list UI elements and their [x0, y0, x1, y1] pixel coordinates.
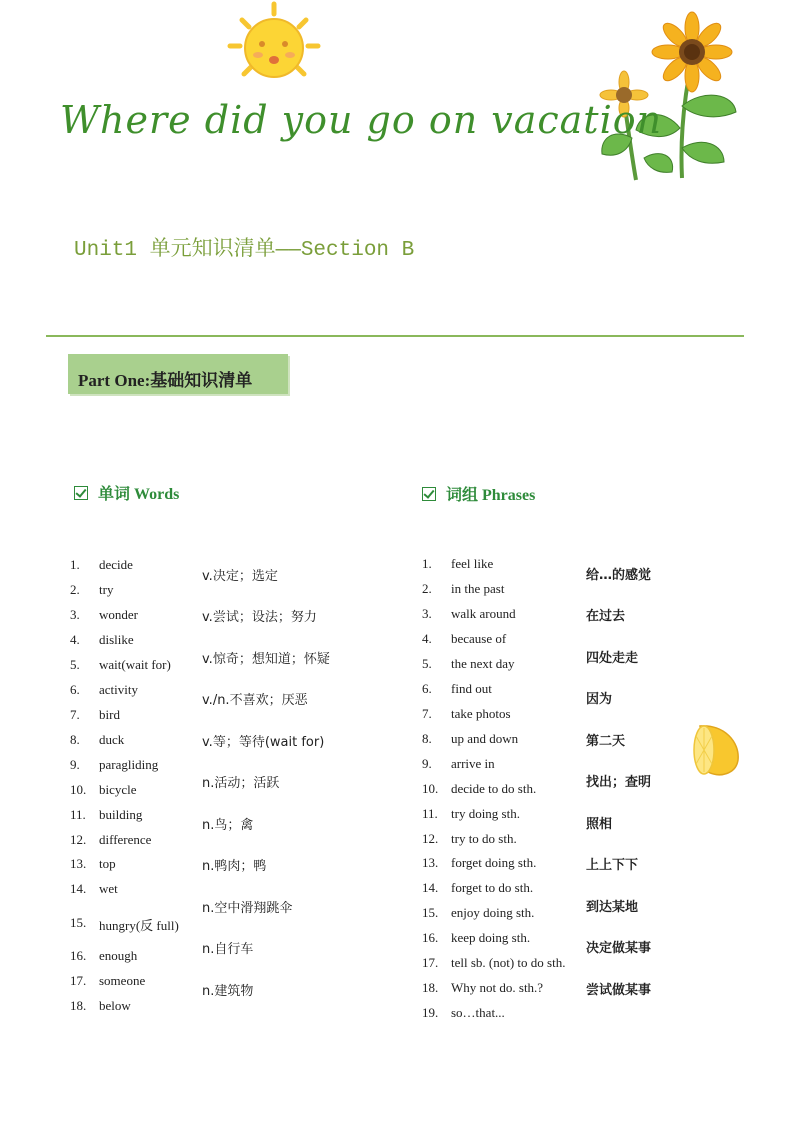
phrase-meaning: 四处走走 — [586, 651, 639, 666]
word-number: 1. — [70, 557, 80, 572]
phrase-term: forget to do sth. — [451, 880, 534, 895]
word-term: someone — [99, 973, 146, 988]
phrase-term: Why not do. sth.? — [451, 980, 544, 995]
word-meaning: v.尝试；设法；努力 — [202, 610, 317, 625]
phrase-meaning: 上上下下 — [586, 858, 639, 873]
part-one-label: Part One:基础知识清单 — [78, 371, 253, 390]
word-term: decide — [99, 557, 133, 572]
phrase-term: because of — [451, 631, 507, 646]
phrase-number: 6. — [422, 681, 432, 696]
word-term: activity — [99, 682, 138, 697]
word-number: 16. — [70, 948, 87, 963]
word-number: 15. — [70, 915, 87, 930]
word-number: 17. — [70, 973, 87, 988]
sun-icon — [222, 0, 326, 92]
page-title: Where did you go on vacation — [60, 98, 663, 142]
phrase-term: decide to do sth. — [451, 781, 537, 796]
word-number: 14. — [70, 881, 87, 896]
word-term: wonder — [99, 607, 138, 622]
word-meaning: v.惊奇；想知道；怀疑 — [202, 652, 330, 667]
word-meaning: n.自行车 — [202, 942, 254, 957]
word-term: top — [99, 856, 116, 871]
word-term: try — [99, 582, 114, 597]
phrase-term: feel like — [451, 556, 494, 571]
word-number: 10. — [70, 782, 87, 797]
phrase-term: the next day — [451, 656, 515, 671]
word-number: 6. — [70, 682, 80, 697]
phrase-term: take photos — [451, 706, 511, 721]
sunflower-illustration — [584, 8, 744, 184]
phrase-number: 18. — [422, 980, 439, 995]
phrase-meaning: 决定做某事 — [586, 941, 652, 956]
word-term: bird — [99, 707, 120, 722]
word-meaning: v.等；等待(wait for) — [202, 735, 325, 750]
phrase-meaning: 给…的感觉 — [586, 568, 652, 583]
word-meaning: n.鸭肉；鸭 — [202, 859, 267, 874]
phrase-term: find out — [451, 681, 492, 696]
word-term: below — [99, 998, 131, 1013]
word-number: 7. — [70, 707, 80, 722]
phrase-term: tell sb. (not) to do sth. — [451, 955, 566, 970]
phrase-number: 12. — [422, 831, 439, 846]
phrase-meaning: 因为 — [586, 692, 613, 707]
word-term: difference — [99, 832, 152, 847]
phrase-number: 17. — [422, 955, 439, 970]
word-term: duck — [99, 732, 125, 747]
phrase-term: keep doing sth. — [451, 930, 531, 945]
word-term: bicycle — [99, 782, 137, 797]
phrase-number: 9. — [422, 756, 432, 771]
phrase-term: arrive in — [451, 756, 495, 771]
word-number: 4. — [70, 632, 80, 647]
phrase-number: 10. — [422, 781, 439, 796]
phrases-heading — [422, 482, 535, 505]
word-term: hungry(反 full) — [99, 918, 179, 933]
lemon-slice-icon — [690, 720, 742, 780]
checkbox-icon — [74, 486, 88, 500]
phrase-term: try doing sth. — [451, 806, 520, 821]
phrase-number: 2. — [422, 581, 432, 596]
word-number: 13. — [70, 856, 87, 871]
phrase-number: 19. — [422, 1005, 439, 1020]
phrase-term: up and down — [451, 731, 519, 746]
phrase-term: walk around — [451, 606, 516, 621]
word-number: 2. — [70, 582, 80, 597]
word-number: 18. — [70, 998, 87, 1013]
word-number: 12. — [70, 832, 87, 847]
word-meaning: v.决定；选定 — [202, 569, 278, 584]
phrase-number: 11. — [422, 806, 438, 821]
phrase-term: in the past — [451, 581, 505, 596]
phrase-term: try to do sth. — [451, 831, 517, 846]
phrase-term: enjoy doing sth. — [451, 905, 535, 920]
phrase-term: so…that... — [451, 1005, 505, 1020]
phrase-meaning: 尝试做某事 — [586, 983, 652, 998]
word-number: 11. — [70, 807, 86, 822]
word-meaning: v./n.不喜欢；厌恶 — [202, 693, 308, 708]
phrase-meaning: 第二天 — [586, 734, 626, 749]
phrase-number: 1. — [422, 556, 432, 571]
word-term: wait(wait for) — [99, 657, 171, 672]
phrase-number: 14. — [422, 880, 439, 895]
word-meaning: n.活动；活跃 — [202, 776, 280, 791]
phrase-number: 4. — [422, 631, 432, 646]
phrase-meaning: 在过去 — [586, 609, 626, 624]
word-number: 5. — [70, 657, 80, 672]
word-meaning: n.建筑物 — [202, 984, 254, 999]
phrase-number: 8. — [422, 731, 432, 746]
word-number: 9. — [70, 757, 80, 772]
word-number: 3. — [70, 607, 80, 622]
phrase-meaning: 照相 — [586, 817, 613, 832]
page-subtitle: Unit1 单元知识清单——Section B — [74, 239, 415, 262]
phrase-number: 7. — [422, 706, 432, 721]
phrase-number: 5. — [422, 656, 432, 671]
phrase-number: 3. — [422, 606, 432, 621]
word-term: wet — [99, 881, 118, 896]
word-term: building — [99, 807, 143, 822]
word-meaning: n.空中滑翔跳伞 — [202, 901, 293, 916]
word-number: 8. — [70, 732, 80, 747]
phrase-meaning: 到达某地 — [586, 900, 639, 915]
phrases-heading-text: 词组 Phrases — [446, 487, 536, 504]
word-term: paragliding — [99, 757, 159, 772]
phrase-number: 15. — [422, 905, 439, 920]
word-term: enough — [99, 948, 138, 963]
words-heading-text: 单词 Words — [98, 486, 180, 503]
phrase-number: 16. — [422, 930, 439, 945]
words-heading — [74, 481, 179, 504]
phrase-meaning: 找出；查明 — [586, 775, 652, 790]
divider — [46, 335, 744, 337]
word-meaning: n.鸟；禽 — [202, 818, 254, 833]
phrase-number: 13. — [422, 855, 439, 870]
word-term: dislike — [99, 632, 134, 647]
checkbox-icon — [422, 487, 436, 501]
phrase-term: forget doing sth. — [451, 855, 537, 870]
